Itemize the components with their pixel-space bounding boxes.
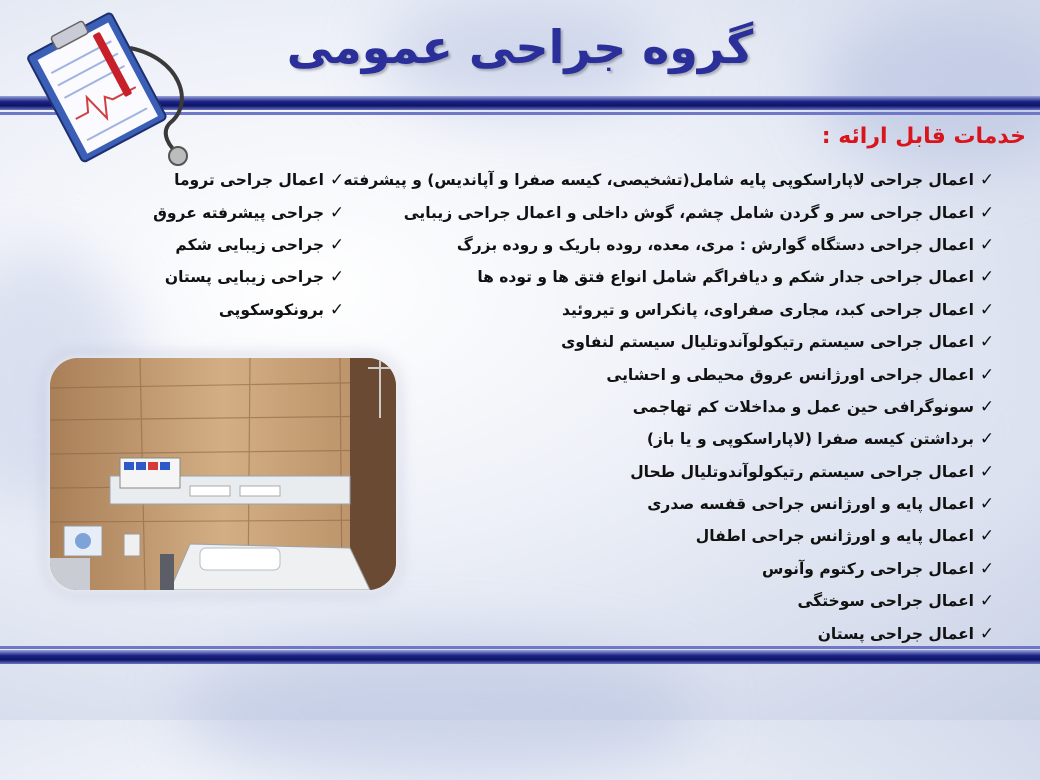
main-service-item-label: اعمال جراحی کبد، مجاری صفراوی، پانکراس و تیروئید (561, 300, 974, 319)
check-icon: ✓ (979, 299, 995, 320)
check-icon: ✓ (979, 623, 995, 644)
check-icon: ✓ (329, 170, 345, 191)
main-service-item-label: اعمال پایه و اورژانس جراحی قفسه صدری (647, 495, 974, 514)
check-icon: ✓ (979, 591, 995, 612)
main-service-item-label: اعمال جراحی رکتوم وآنوس (762, 559, 974, 578)
side-service-item (153, 164, 350, 196)
check-icon: ✓ (979, 364, 995, 385)
clipboard-stethoscope-icon (20, 8, 195, 168)
check-icon: ✓ (979, 494, 995, 515)
check-icon: ✓ (979, 267, 995, 288)
main-service-item-label: اعمال جراحی جدار شکم و دیافراگم شامل انواع فتق ها و توده ها (477, 268, 974, 287)
check-icon: ✓ (329, 234, 345, 255)
services-heading: خدمات قابل ارائه : (821, 124, 1026, 149)
main-service-item-label: اعمال جراحی سیستم رتیکولوآندوتلیال سیستم لنفاوی (561, 333, 974, 352)
main-service-item (343, 196, 1000, 228)
main-service-item (343, 326, 1000, 358)
main-service-item-label: اعمال جراحی پستان (817, 624, 974, 643)
side-service-item (153, 261, 350, 293)
main-service-item (343, 520, 1000, 552)
check-icon: ✓ (979, 396, 995, 417)
side-service-item-label: جراحی زیبایی پستان (164, 268, 324, 287)
hospital-room-illustration (50, 358, 396, 590)
side-service-item (153, 229, 350, 261)
main-service-item (343, 229, 1000, 261)
main-service-item (343, 553, 1000, 585)
main-service-item (343, 261, 1000, 293)
check-icon: ✓ (979, 429, 995, 450)
main-service-item-label: اعمال جراحی اورژانس عروق محیطی و احشایی (606, 365, 974, 384)
main-service-item (343, 391, 1000, 423)
side-service-item-label: اعمال جراحی تروما (174, 171, 324, 190)
main-service-item-label: سونوگرافی حین عمل و مداخلات کم تهاجمی (632, 397, 974, 416)
check-icon: ✓ (979, 202, 995, 223)
check-icon: ✓ (329, 202, 345, 223)
main-service-item (343, 617, 1000, 649)
hospital-room-photo (50, 358, 396, 590)
main-service-item (343, 294, 1000, 326)
slide-title: گروه جراحی عمومی (286, 20, 754, 74)
main-service-item-label: برداشتن کیسه صفرا (لاپاراسکوپی و یا باز) (646, 430, 974, 449)
check-icon: ✓ (979, 332, 995, 353)
bottom-band (0, 650, 1040, 664)
check-icon: ✓ (979, 170, 995, 191)
check-icon: ✓ (979, 461, 995, 482)
side-service-item (153, 294, 350, 326)
main-service-item-label: اعمال جراحی سوختگی (797, 592, 974, 611)
main-service-item (343, 423, 1000, 455)
main-service-item (343, 164, 1000, 196)
check-icon: ✓ (329, 267, 345, 288)
check-icon: ✓ (979, 526, 995, 547)
main-service-item-label: اعمال جراحی سر و گردن شامل چشم، گوش داخلی و اعمال جراحی زیبایی (403, 203, 974, 222)
side-service-item-label: جراحی پیشرفته عروق (153, 203, 324, 222)
main-service-item-label: اعمال جراحی دستگاه گوارش : مری، معده، روده باریک و روده بزرگ (456, 235, 974, 254)
main-service-item (343, 488, 1000, 520)
main-service-item (343, 585, 1000, 617)
main-service-item (343, 456, 1000, 488)
side-services-list (153, 164, 350, 326)
main-services-list (343, 164, 1000, 650)
check-icon: ✓ (329, 299, 345, 320)
check-icon: ✓ (979, 234, 995, 255)
side-service-item-label: جراحی زیبایی شکم (175, 235, 324, 254)
main-service-item-label: اعمال جراحی لاپاراسکوپی پایه شامل(تشخیصی، کیسه صفرا و آپاندیس) و پیشرفته (343, 171, 974, 190)
main-service-item-label: اعمال پایه و اورژانس جراحی اطفال (695, 527, 974, 546)
main-service-item (343, 358, 1000, 390)
main-service-item-label: اعمال جراحی سیستم رتیکولوآندوتلیال طحال (630, 462, 974, 481)
side-service-item (153, 196, 350, 228)
side-service-item-label: برونکوسکوپی (218, 300, 324, 319)
check-icon: ✓ (979, 558, 995, 579)
